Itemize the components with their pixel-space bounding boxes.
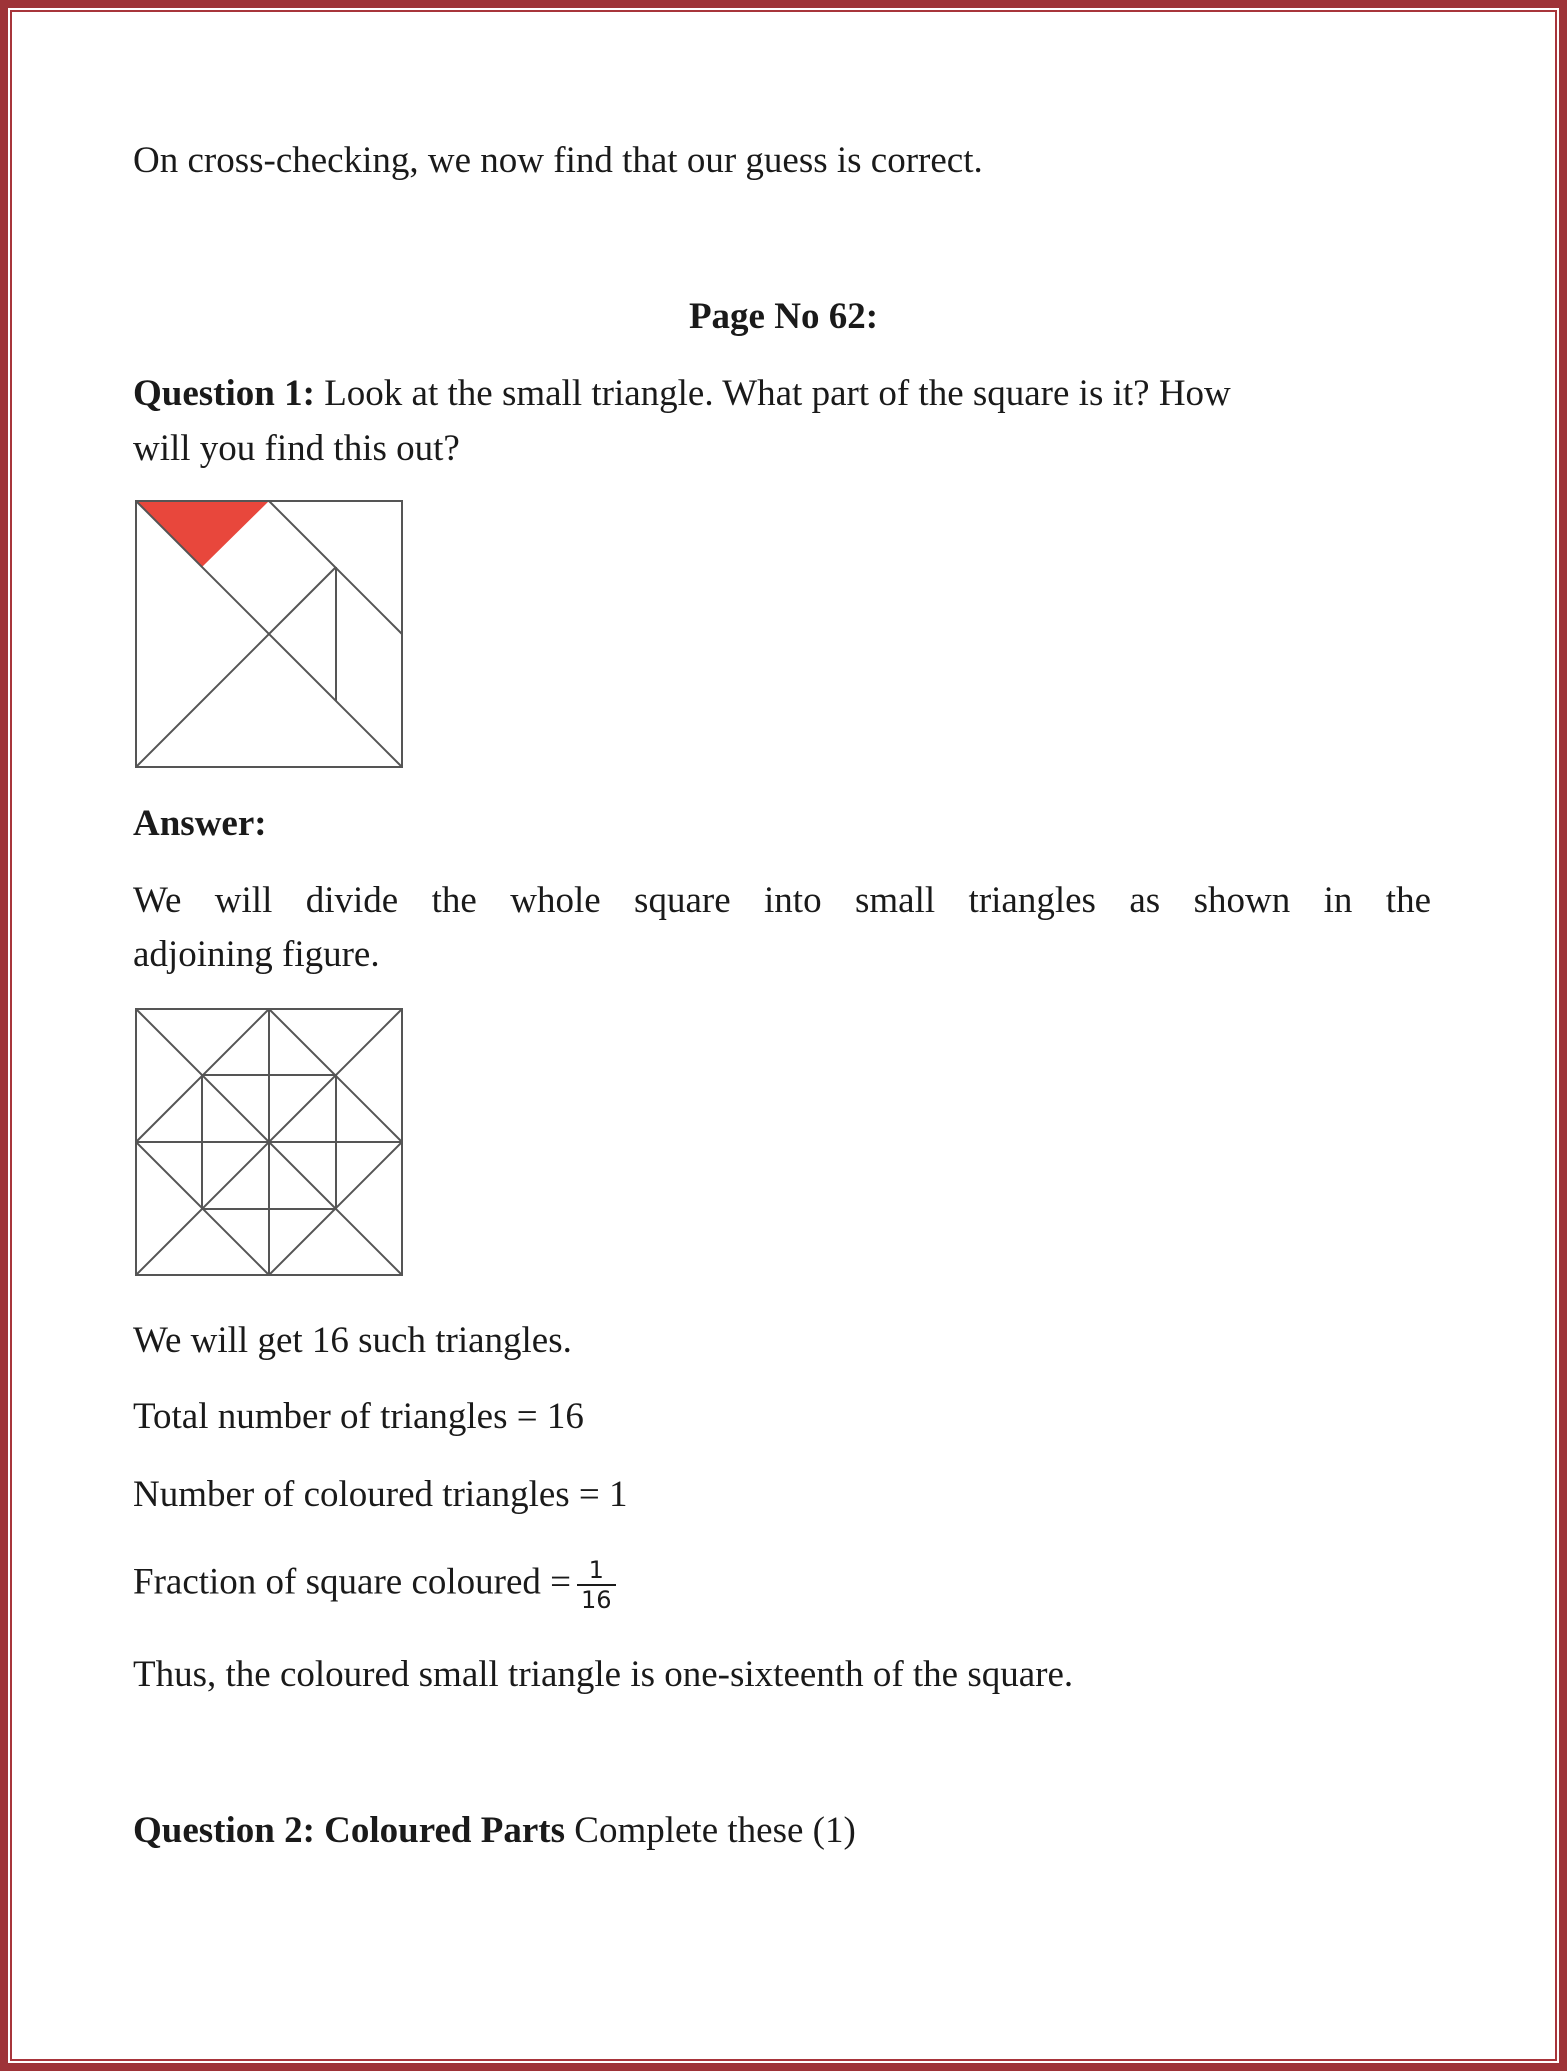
tangram-figure xyxy=(135,500,403,768)
coloured-triangle xyxy=(136,501,269,567)
page-heading-text: Page No 62: xyxy=(688,296,879,337)
question-2-label: Question 2: Coloured Parts xyxy=(133,1810,566,1851)
answer-total: Total number of triangles = 16 xyxy=(133,1396,584,1437)
fraction-label: Fraction of square coloured = xyxy=(133,1561,572,1603)
answer-fraction xyxy=(133,1556,616,1614)
divided-square-figure xyxy=(135,1008,403,1276)
answer-para-line2: adjoining figure. xyxy=(133,934,380,975)
answer-label-text: Answer: xyxy=(133,803,267,844)
page-heading xyxy=(0,295,1567,339)
fraction-denominator: 16 xyxy=(581,1586,612,1614)
answer-para-line1: We will divide the whole square into small triangles as shown in the xyxy=(133,880,1431,921)
answer-coloured: Number of coloured triangles = 1 xyxy=(133,1474,628,1515)
question-2 xyxy=(133,1809,856,1853)
answer-get: We will get 16 such triangles. xyxy=(133,1320,572,1361)
question-1-text: Look at the small triangle. What part of the square is it? How xyxy=(314,373,1231,414)
fraction-numerator: 1 xyxy=(577,1556,616,1586)
question-1 xyxy=(133,372,1231,416)
question-1-label: Question 1: xyxy=(133,373,315,414)
answer-conclusion: Thus, the coloured small triangle is one-sixteenth of the square. xyxy=(133,1654,1074,1695)
question-1-line2: will you find this out? xyxy=(133,428,460,469)
intro-text: On cross-checking, we now find that our guess is correct. xyxy=(133,140,983,181)
answer-label xyxy=(133,802,267,846)
question-2-text: Complete these (1) xyxy=(565,1810,856,1851)
fraction xyxy=(577,1556,616,1614)
